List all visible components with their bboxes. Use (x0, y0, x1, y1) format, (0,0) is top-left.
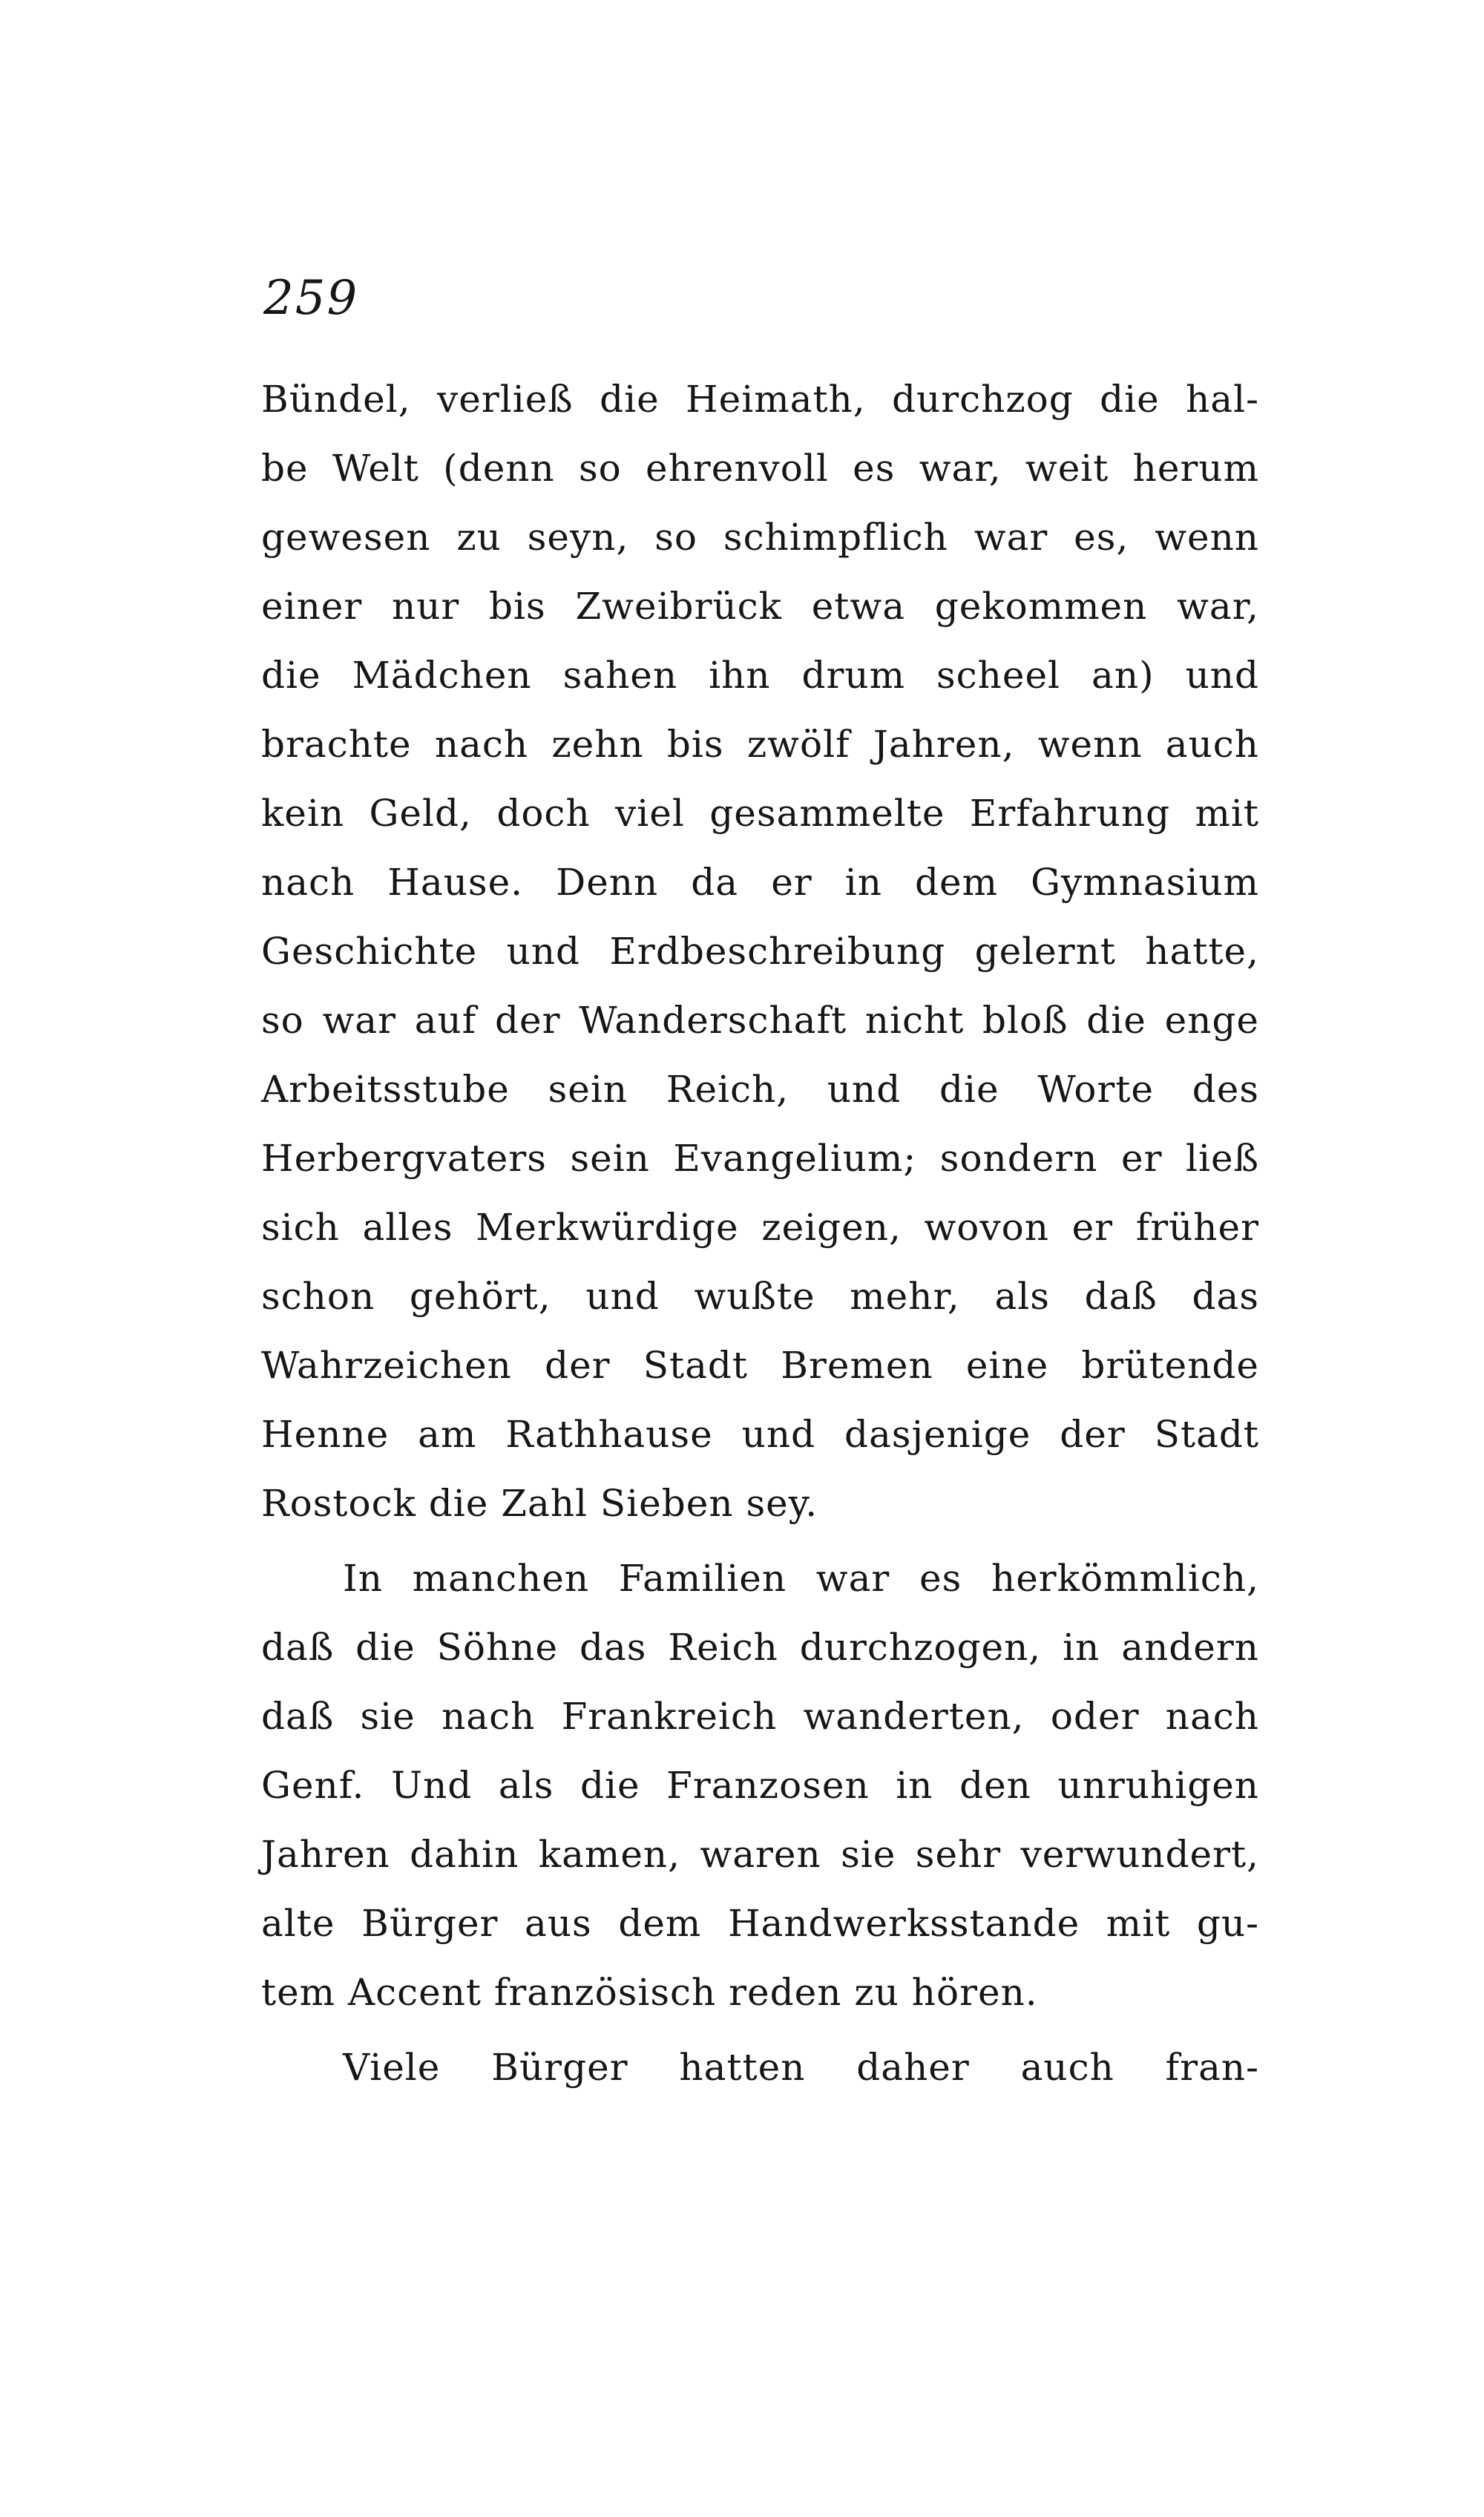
text-line: alte Bürger aus dem Handwerksstande mit gu- (261, 1902, 1259, 1945)
text-line: die Mädchen sahen ihn drum scheel an) und (261, 654, 1259, 697)
text-line: Jahren dahin kamen, waren sie sehr verwundert, (261, 1833, 1259, 1876)
body-text (261, 365, 1259, 2102)
text-line: Henne am Rathhause und dasjenige der Stadt (261, 1413, 1259, 1456)
text-line: Genf. Und als die Franzosen in den unruhigen (261, 1764, 1259, 1807)
text-line: sich alles Merkwürdige zeigen, wovon er früher (261, 1206, 1259, 1249)
paragraph-1 (261, 365, 1259, 1538)
text-line: Viele Bürger hatten daher auch fran- (343, 2046, 1259, 2089)
text-line: Geschichte und Erdbeschreibung gelernt hatte, (261, 930, 1259, 973)
text-line: daß die Söhne das Reich durchzogen, in andern (261, 1626, 1259, 1669)
text-line: In manchen Familien war es herkömmlich, (343, 1557, 1259, 1600)
text-line: schon gehört, und wußte mehr, als daß das (261, 1275, 1259, 1318)
text-line: Arbeitsstube sein Reich, und die Worte des (261, 1068, 1259, 1111)
text-line: tem Accent französisch reden zu hören. (261, 1971, 1038, 2014)
text-line: Wahrzeichen der Stadt Bremen eine brütende (261, 1344, 1259, 1387)
text-line: be Welt (denn so ehrenvoll es war, weit herum (261, 447, 1259, 490)
text-line: gewesen zu seyn, so schimpflich war es, wenn (261, 516, 1259, 559)
text-line: Rostock die Zahl Sieben sey. (261, 1482, 818, 1525)
page-number: 259 (263, 271, 359, 326)
text-line: daß sie nach Frankreich wanderten, oder nach (261, 1695, 1259, 1738)
paragraph-2 (261, 1544, 1259, 2027)
text-line: brachte nach zehn bis zwölf Jahren, wenn auch (261, 723, 1259, 766)
text-line: kein Geld, doch viel gesammelte Erfahrung mit (261, 792, 1259, 835)
text-line: Herbergvaters sein Evangelium; sondern er ließ (261, 1137, 1259, 1180)
text-line: einer nur bis Zweibrück etwa gekommen war, (261, 585, 1259, 628)
paragraph-3 (261, 2033, 1259, 2102)
text-line: Bündel, verließ die Heimath, durchzog die hal- (261, 378, 1259, 421)
text-line: nach Hause. Denn da er in dem Gymnasium (261, 861, 1259, 904)
text-line: so war auf der Wanderschaft nicht bloß die enge (261, 999, 1259, 1042)
